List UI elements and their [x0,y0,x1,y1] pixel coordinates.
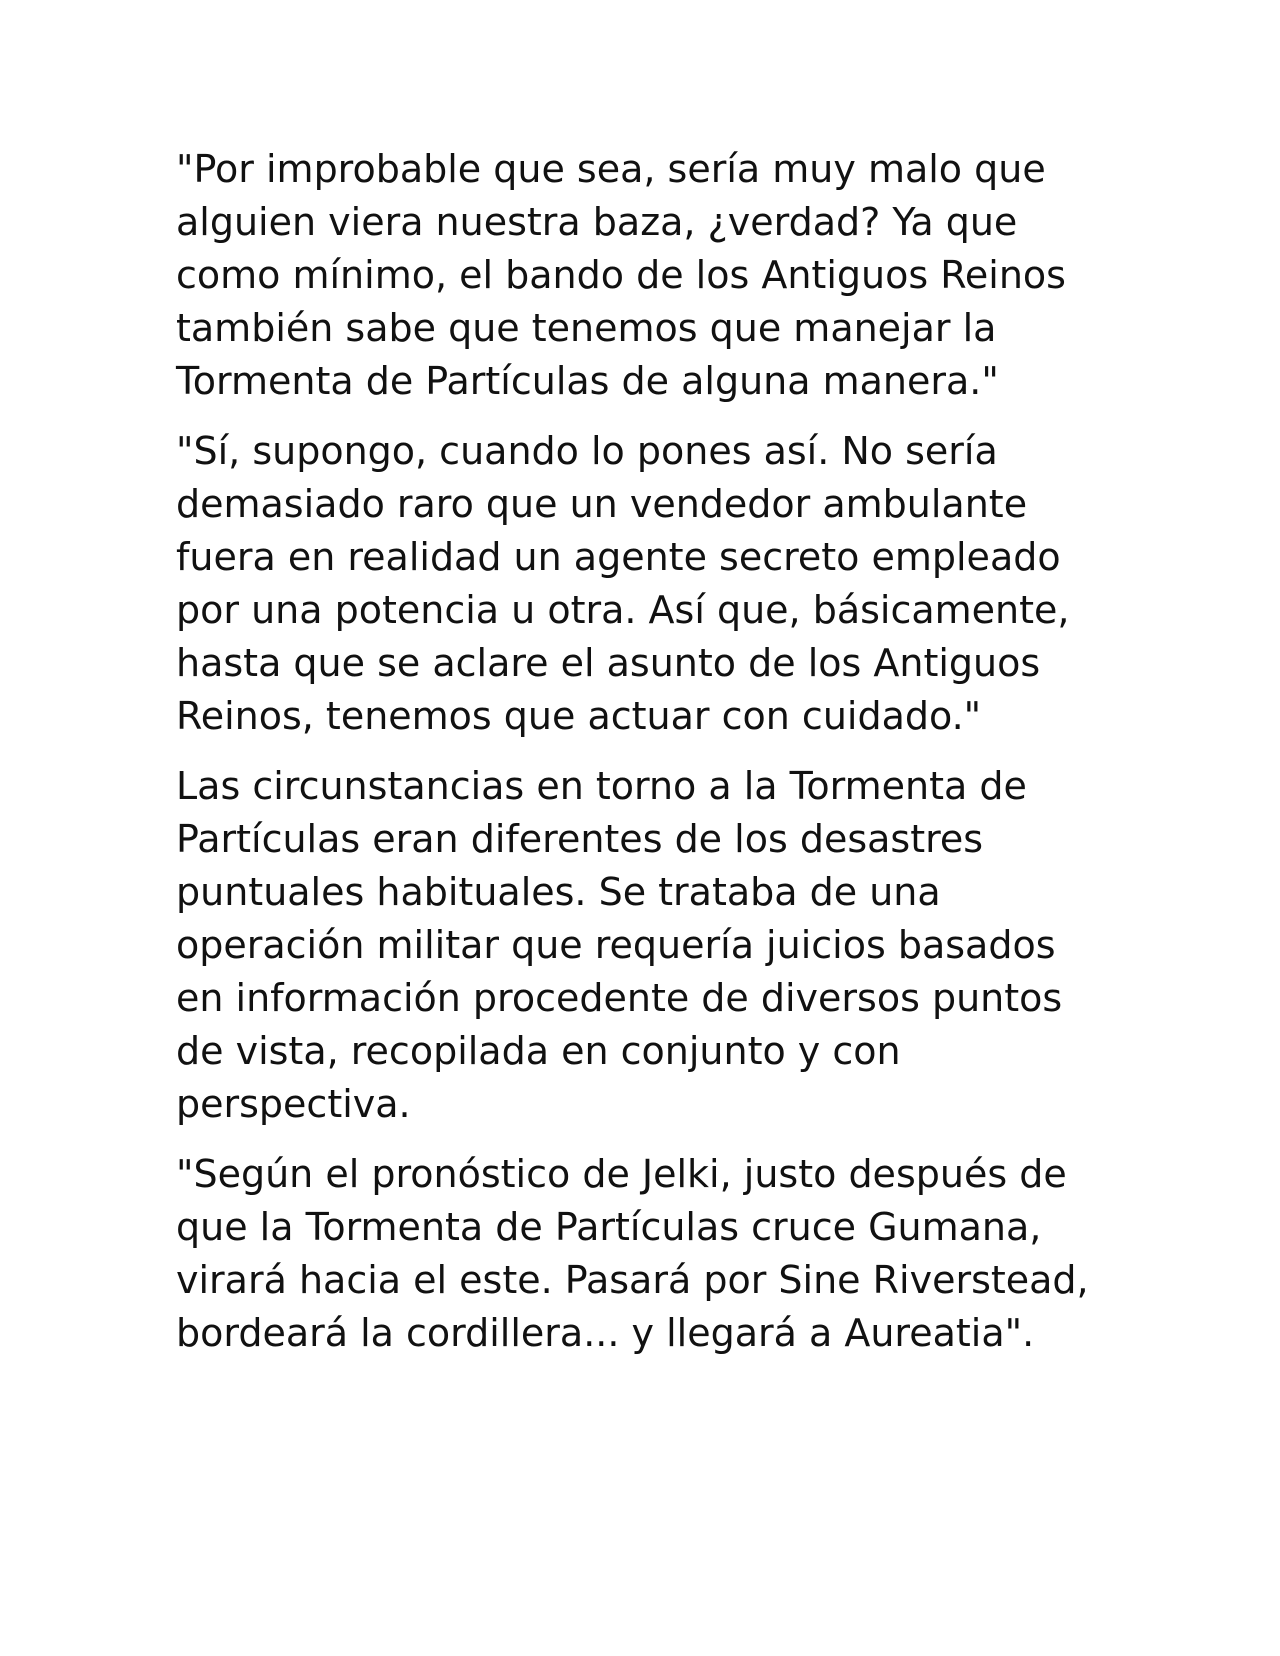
paragraph-3: Las circunstancias en torno a la Tormenta de Partículas eran diferentes de los desastres puntuales habituales. Se trataba de una operación militar que requería juicios basados en información procedente de diversos puntos de vista, recopilada en conjunto y con perspectiva. [176,764,1063,1126]
paragraph-2: "Sí, supongo, cuando lo pones así. No sería demasiado raro que un vendedor ambulante fuera en realidad un agente secreto empleado por una potencia u otra. Así que, básicamente, hasta que se aclare el asunto de los Antiguos Reinos, tenemos que actuar con cuidado." [176,429,1070,738]
paragraph-4: "Según el pronóstico de Jelki, justo después de que la Tormenta de Partículas cruce Gumana, virará hacia el este. Pasará por Sine Riverstead, bordeará la cordillera... y llegará a Aureatia". [176,1152,1089,1355]
paragraph-1: "Por improbable que sea, sería muy malo que alguien viera nuestra baza, ¿verdad? Ya que como mínimo, el bando de los Antiguos Reinos también sabe que tenemos que manejar la Tormenta de Partículas de alguna manera." [176,147,1066,403]
document-page [176,143,1116,1377]
